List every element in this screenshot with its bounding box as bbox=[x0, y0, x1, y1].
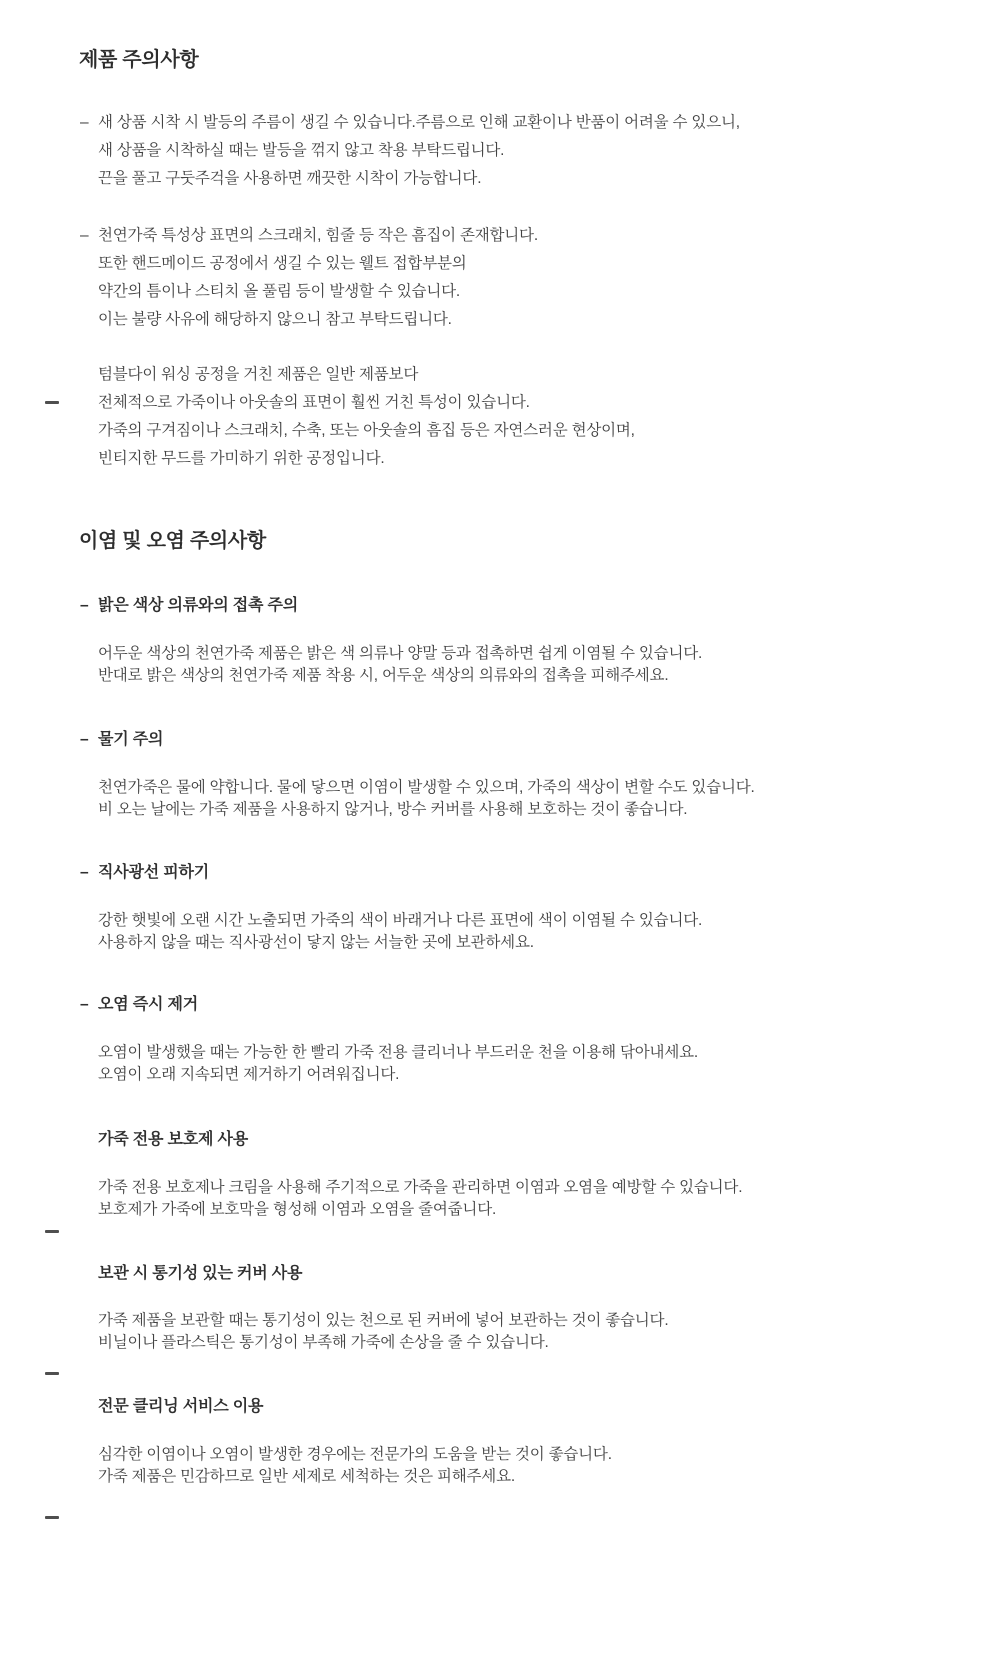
stray-dash-marker bbox=[45, 1516, 59, 1519]
section-title-product-warnings: 제품 주의사항 bbox=[79, 49, 199, 71]
paragraph-line: 약간의 틈이나 스티치 올 풀림 등이 발생할 수 있습니다. bbox=[98, 283, 460, 300]
paragraph-line: 끈을 풀고 구둣주걱을 사용하면 깨끗한 시착이 가능합니다. bbox=[98, 170, 482, 187]
warning-paragraph-leather-traits bbox=[80, 222, 538, 334]
subsection-title-moisture bbox=[80, 729, 164, 751]
subsection-body bbox=[98, 1310, 668, 1354]
subsection-title-professional-cleaning bbox=[98, 1396, 263, 1418]
paragraph-line: 전체적으로 가죽이나 아웃솔의 표면이 훨씬 거친 특성이 있습니다. bbox=[98, 394, 530, 411]
subsection-title-text: 직사광선 피하기 bbox=[98, 864, 210, 881]
paragraph-line: 어두운 색상의 천연가죽 제품은 밝은 색 의류나 양말 등과 접촉하면 쉽게 이염될 수 있습니다. bbox=[98, 645, 703, 662]
paragraph-line: 사용하지 않을 때는 직사광선이 닿지 않는 서늘한 곳에 보관하세요. bbox=[98, 934, 534, 951]
paragraph-line: 비 오는 날에는 가죽 제품을 사용하지 않거나, 방수 커버를 사용해 보호하는 것이 좋습니다. bbox=[98, 801, 688, 818]
subsection-body bbox=[98, 1177, 742, 1221]
subsection-body bbox=[98, 910, 702, 954]
paragraph-line: 비닐이나 플라스틱은 통기성이 부족해 가죽에 손상을 줄 수 있습니다. bbox=[98, 1334, 549, 1351]
subsection-title-text: 가죽 전용 보호제 사용 bbox=[98, 1131, 249, 1148]
subsection-title-immediate-stain-removal bbox=[80, 994, 199, 1016]
paragraph-line: 가죽 제품을 보관할 때는 통기성이 있는 천으로 된 커버에 넣어 보관하는 것이 좋습니다. bbox=[98, 1312, 669, 1329]
paragraph-line: 빈티지한 무드를 가미하기 위한 공정입니다. bbox=[98, 450, 385, 467]
paragraph-line: 새 상품을 시착하실 때는 발등을 꺾지 않고 착용 부탁드립니다. bbox=[98, 142, 505, 159]
subsection-body bbox=[98, 1444, 612, 1488]
paragraph-line: 또한 핸드메이드 공정에서 생길 수 있는 웰트 접합부분의 bbox=[98, 255, 467, 272]
paragraph-line: 이는 불량 사유에 해당하지 않으니 참고 부탁드립니다. bbox=[98, 311, 452, 328]
paragraph-line: 새 상품 시착 시 발등의 주름이 생길 수 있습니다.주름으로 인해 교환이나 반품이 어려울 수 있으니, bbox=[98, 114, 740, 131]
paragraph-line: 가죽 전용 보호제나 크림을 사용해 주기적으로 가죽을 관리하면 이염과 오염을 예방할 수 있습니다. bbox=[98, 1179, 743, 1196]
bullet-dash-icon: – bbox=[80, 114, 89, 131]
subsection-title-text: 오염 즉시 제거 bbox=[98, 996, 199, 1013]
paragraph-line: 텀블다이 워싱 공정을 거친 제품은 일반 제품보다 bbox=[98, 366, 419, 383]
paragraph-line: 천연가죽 특성상 표면의 스크래치, 힘줄 등 작은 흠집이 존재합니다. bbox=[98, 227, 538, 244]
section-title-contamination-warnings: 이염 및 오염 주의사항 bbox=[79, 530, 266, 552]
subsection-title-direct-sunlight bbox=[80, 862, 210, 884]
subsection-title-breathable-cover bbox=[98, 1263, 302, 1285]
paragraph-line: 오염이 발생했을 때는 가능한 한 빨리 가죽 전용 클리너나 부드러운 천을 이용해 닦아내세요. bbox=[98, 1044, 698, 1061]
subsection-body bbox=[98, 643, 702, 687]
stray-dash-marker bbox=[45, 1230, 59, 1233]
bullet-dash-icon: – bbox=[80, 597, 89, 614]
paragraph-line: 심각한 이염이나 오염이 발생한 경우에는 전문가의 도움을 받는 것이 좋습니다. bbox=[98, 1446, 612, 1463]
subsection-title-leather-protectant bbox=[98, 1129, 248, 1151]
subsection-title-text: 물기 주의 bbox=[98, 731, 164, 748]
paragraph-line: 가죽 제품은 민감하므로 일반 세제로 세척하는 것은 피해주세요. bbox=[98, 1468, 515, 1485]
stray-dash-marker bbox=[45, 1372, 59, 1375]
warning-paragraph-tumble-washing bbox=[98, 361, 635, 473]
subsection-body bbox=[98, 1042, 698, 1086]
paragraph-line: 강한 햇빛에 오랜 시간 노출되면 가죽의 색이 바래거나 다른 표면에 색이 이염될 수 있습니다. bbox=[98, 912, 703, 929]
bullet-dash-icon: – bbox=[80, 731, 89, 748]
bullet-dash-icon: – bbox=[80, 864, 89, 881]
stray-dash-marker bbox=[45, 401, 59, 404]
paragraph-line: 오염이 오래 지속되면 제거하기 어려워집니다. bbox=[98, 1066, 400, 1083]
paragraph-line: 천연가죽은 물에 약합니다. 물에 닿으면 이염이 발생할 수 있으며, 가죽의 색상이 변할 수도 있습니다. bbox=[98, 779, 755, 796]
paragraph-line: 보호제가 가죽에 보호막을 형성해 이염과 오염을 줄여줍니다. bbox=[98, 1201, 497, 1218]
subsection-title-text: 보관 시 통기성 있는 커버 사용 bbox=[98, 1265, 303, 1282]
paragraph-line: 반대로 밝은 색상의 천연가죽 제품 착용 시, 어두운 색상의 의류와의 접촉을 피해주세요. bbox=[98, 667, 669, 684]
subsection-title-text: 전문 클리닝 서비스 이용 bbox=[98, 1398, 264, 1415]
bullet-dash-icon: – bbox=[80, 996, 89, 1013]
subsection-title-light-clothing-contact bbox=[80, 595, 299, 617]
bullet-dash-icon: – bbox=[80, 227, 89, 244]
subsection-body bbox=[98, 777, 755, 821]
paragraph-line: 가죽의 구겨짐이나 스크래치, 수축, 또는 아웃솔의 흠집 등은 자연스러운 현상이며, bbox=[98, 422, 635, 439]
warning-paragraph-fitting bbox=[80, 109, 740, 193]
subsection-title-text: 밝은 색상 의류와의 접촉 주의 bbox=[98, 597, 299, 614]
